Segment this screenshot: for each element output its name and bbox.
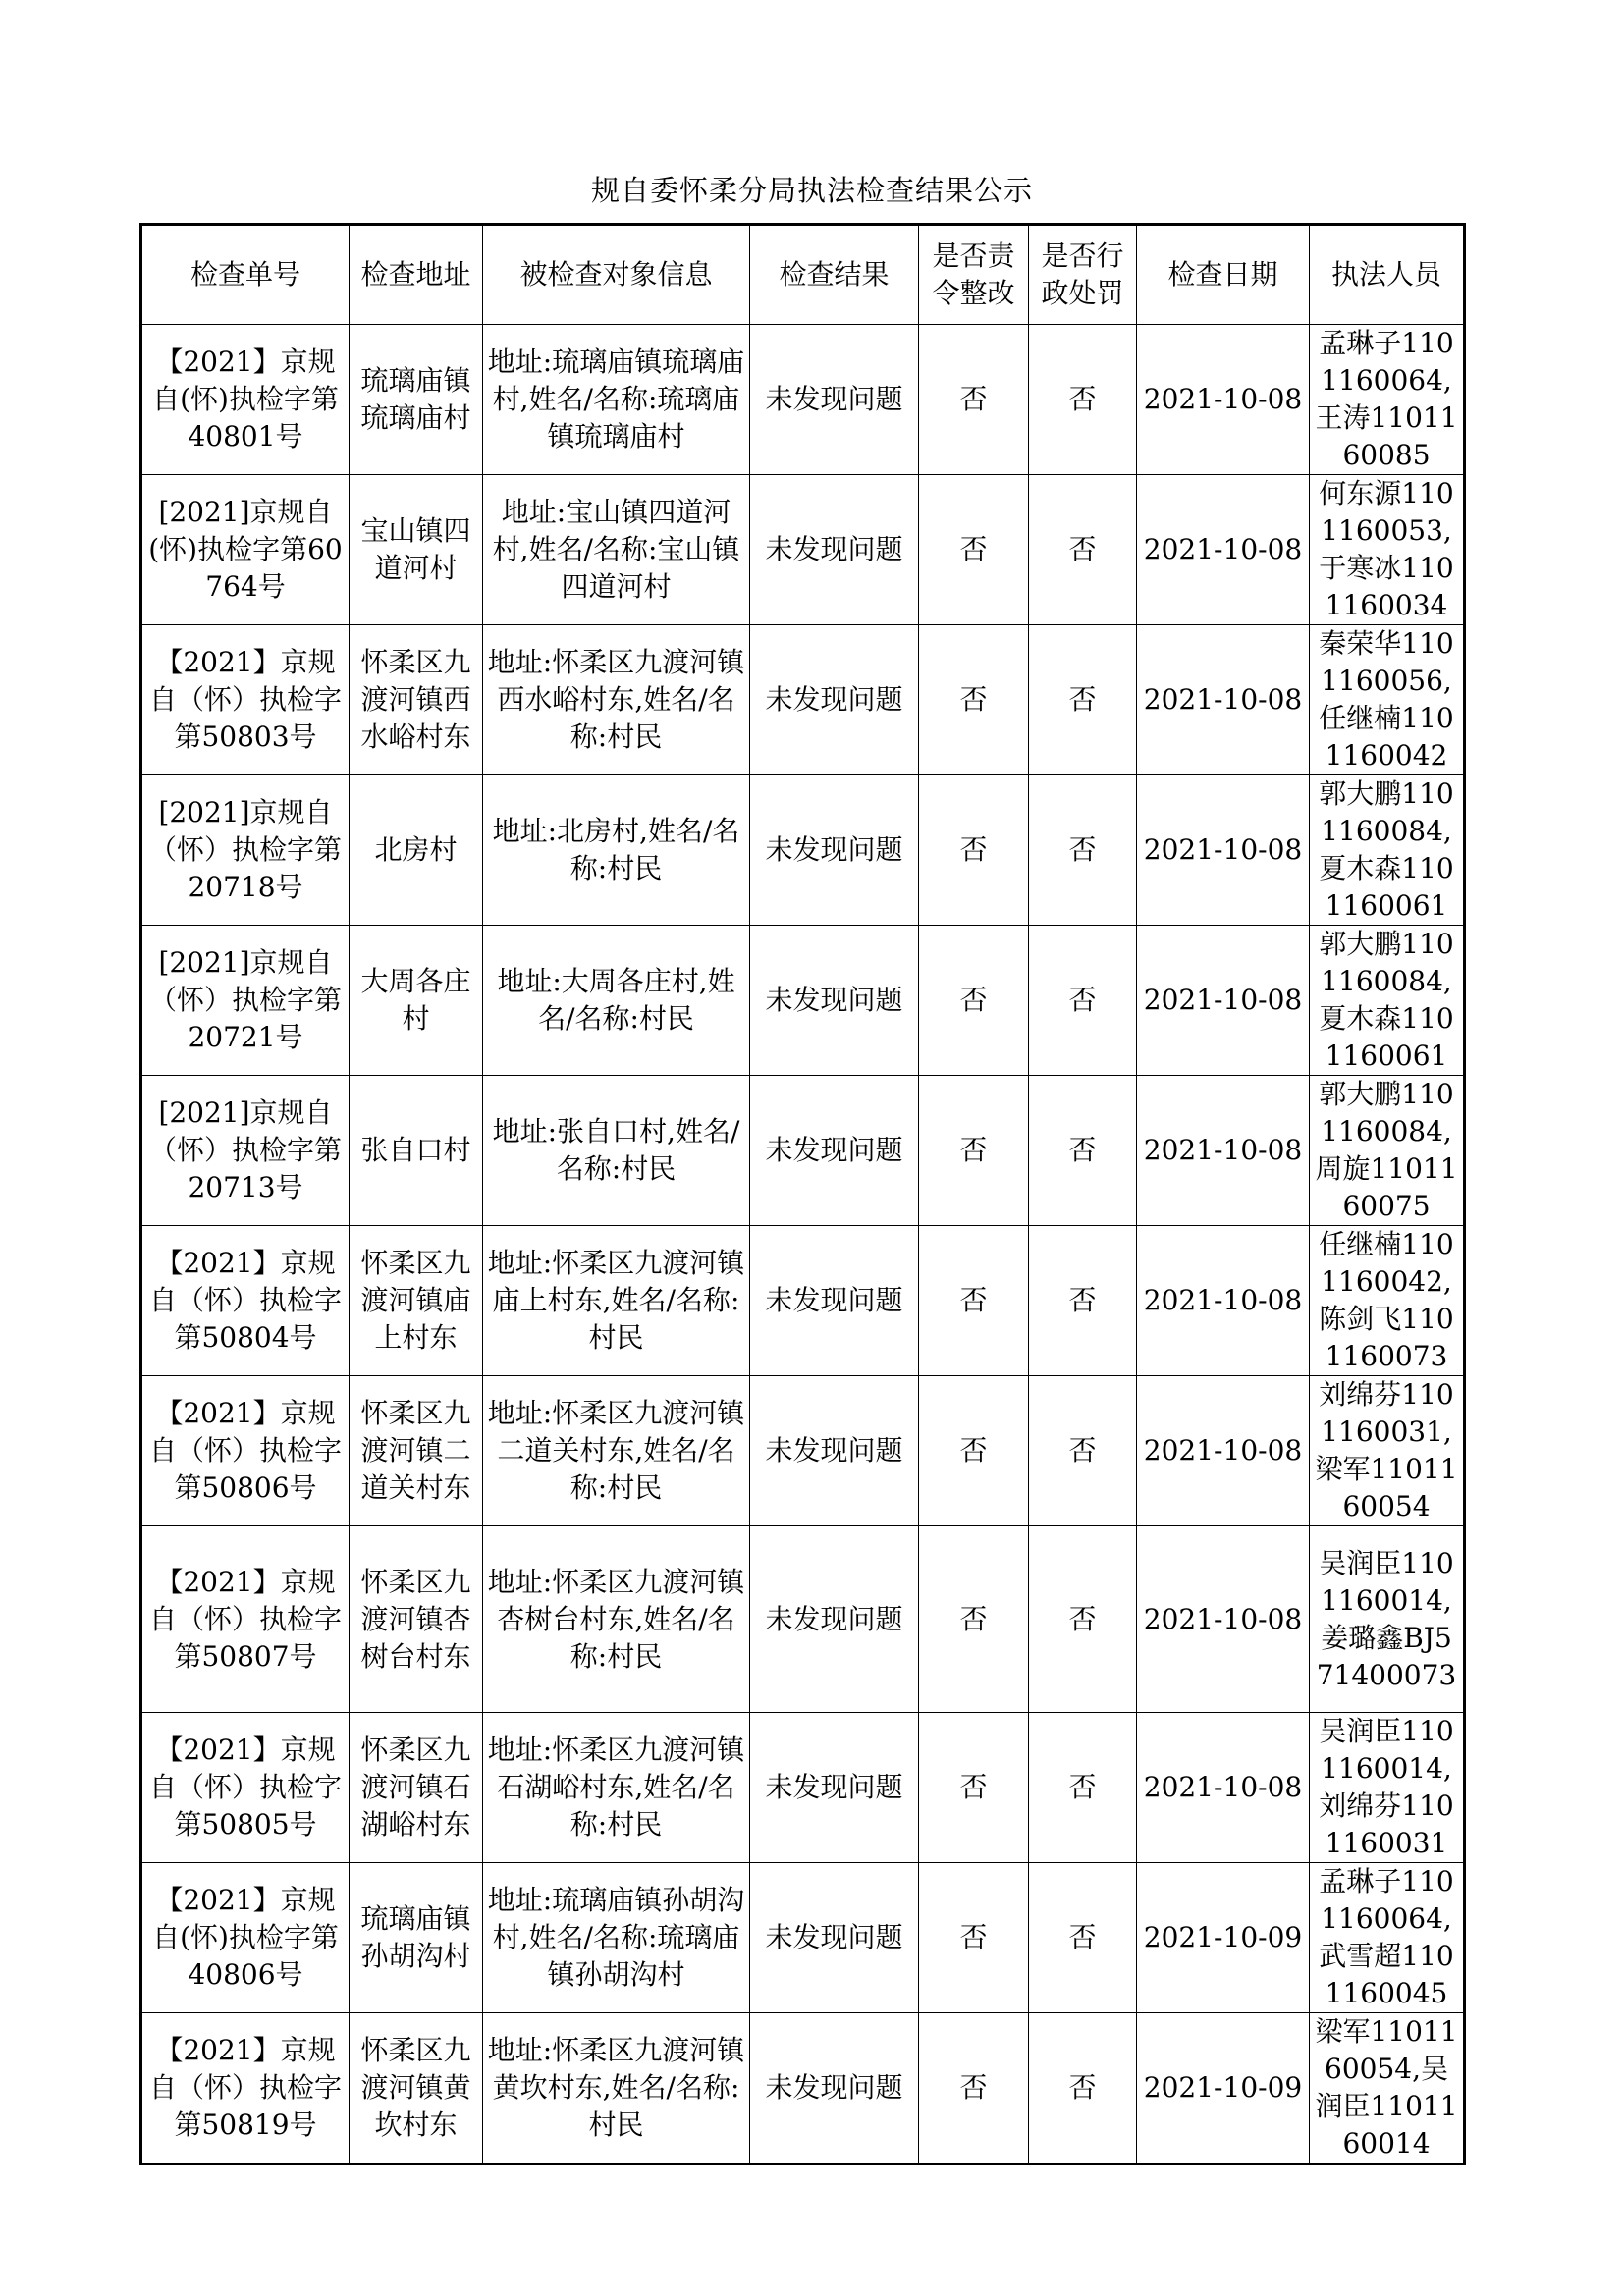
cell-officers: 吴润臣1101160014,刘绵芬1101160031 [1310, 1713, 1465, 1863]
cell-penalty: 否 [1029, 625, 1137, 775]
cell-penalty: 否 [1029, 1526, 1137, 1713]
cell-penalty: 否 [1029, 475, 1137, 625]
cell-penalty: 否 [1029, 775, 1137, 926]
cell-result: 未发现问题 [750, 475, 919, 625]
cell-penalty: 否 [1029, 1076, 1137, 1226]
cell-result: 未发现问题 [750, 2013, 919, 2164]
cell-inspection-no: 【2021】京规自（怀）执检字第50803号 [141, 625, 350, 775]
cell-address: 怀柔区九渡河镇石湖峪村东 [350, 1713, 483, 1863]
table-row [141, 1226, 1465, 1376]
cell-result: 未发现问题 [750, 1376, 919, 1526]
cell-address: 琉璃庙镇琉璃庙村 [350, 325, 483, 475]
cell-rectify: 否 [919, 1863, 1029, 2013]
cell-address: 琉璃庙镇孙胡沟村 [350, 1863, 483, 2013]
header-rectify-ordered: 是否责令整改 [919, 225, 1029, 325]
cell-date: 2021-10-08 [1137, 325, 1310, 475]
cell-target: 地址:琉璃庙镇琉璃庙村,姓名/名称:琉璃庙镇琉璃庙村 [483, 325, 750, 475]
cell-result: 未发现问题 [750, 1076, 919, 1226]
header-inspection-address: 检查地址 [350, 225, 483, 325]
cell-inspection-no: 【2021】京规自（怀）执检字第50806号 [141, 1376, 350, 1526]
cell-address: 怀柔区九渡河镇杏树台村东 [350, 1526, 483, 1713]
cell-inspection-no: 【2021】京规自（怀）执检字第50805号 [141, 1713, 350, 1863]
cell-target: 地址:怀柔区九渡河镇杏树台村东,姓名/名称:村民 [483, 1526, 750, 1713]
cell-date: 2021-10-08 [1137, 1076, 1310, 1226]
cell-officers: 郭大鹏1101160084,夏木森1101160061 [1310, 926, 1465, 1076]
cell-target: 地址:怀柔区九渡河镇二道关村东,姓名/名称:村民 [483, 1376, 750, 1526]
cell-officers: 刘绵芬1101160031,梁军1101160054 [1310, 1376, 1465, 1526]
cell-address: 张自口村 [350, 1076, 483, 1226]
table-row [141, 1526, 1465, 1713]
cell-target: 地址:北房村,姓名/名称:村民 [483, 775, 750, 926]
cell-date: 2021-10-08 [1137, 1713, 1310, 1863]
cell-address: 宝山镇四道河村 [350, 475, 483, 625]
cell-rectify: 否 [919, 926, 1029, 1076]
cell-result: 未发现问题 [750, 1863, 919, 2013]
cell-inspection-no: [2021]京规自(怀)执检字第60764号 [141, 475, 350, 625]
header-penalty: 是否行政处罚 [1029, 225, 1137, 325]
cell-result: 未发现问题 [750, 926, 919, 1076]
cell-rectify: 否 [919, 775, 1029, 926]
table-row [141, 775, 1465, 926]
cell-address: 怀柔区九渡河镇庙上村东 [350, 1226, 483, 1376]
table-row [141, 325, 1465, 475]
cell-rectify: 否 [919, 1713, 1029, 1863]
cell-rectify: 否 [919, 1076, 1029, 1226]
cell-rectify: 否 [919, 325, 1029, 475]
cell-date: 2021-10-08 [1137, 1226, 1310, 1376]
cell-officers: 孟琳子1101160064,王涛1101160085 [1310, 325, 1465, 475]
header-result: 检查结果 [750, 225, 919, 325]
table-row [141, 2013, 1465, 2164]
cell-officers: 梁军1101160054,吴润臣1101160014 [1310, 2013, 1465, 2164]
cell-target: 地址:怀柔区九渡河镇黄坎村东,姓名/名称:村民 [483, 2013, 750, 2164]
table-row [141, 1713, 1465, 1863]
cell-target: 地址:大周各庄村,姓名/名称:村民 [483, 926, 750, 1076]
cell-address: 怀柔区九渡河镇西水峪村东 [350, 625, 483, 775]
cell-rectify: 否 [919, 625, 1029, 775]
cell-target: 地址:琉璃庙镇孙胡沟村,姓名/名称:琉璃庙镇孙胡沟村 [483, 1863, 750, 2013]
table-header-row [141, 225, 1465, 325]
cell-date: 2021-10-08 [1137, 625, 1310, 775]
header-inspection-no: 检查单号 [141, 225, 350, 325]
table-row [141, 1376, 1465, 1526]
cell-inspection-no: 【2021】京规自（怀）执检字第50819号 [141, 2013, 350, 2164]
cell-penalty: 否 [1029, 1713, 1137, 1863]
cell-address: 大周各庄村 [350, 926, 483, 1076]
cell-target: 地址:怀柔区九渡河镇石湖峪村东,姓名/名称:村民 [483, 1713, 750, 1863]
cell-date: 2021-10-08 [1137, 1526, 1310, 1713]
cell-inspection-no: 【2021】京规自(怀)执检字第40801号 [141, 325, 350, 475]
cell-rectify: 否 [919, 475, 1029, 625]
cell-result: 未发现问题 [750, 1713, 919, 1863]
cell-inspection-no: 【2021】京规自（怀）执检字第50804号 [141, 1226, 350, 1376]
cell-date: 2021-10-08 [1137, 475, 1310, 625]
cell-rectify: 否 [919, 1526, 1029, 1713]
cell-penalty: 否 [1029, 1376, 1137, 1526]
header-target-info: 被检查对象信息 [483, 225, 750, 325]
cell-target: 地址:宝山镇四道河村,姓名/名称:宝山镇四道河村 [483, 475, 750, 625]
table-row [141, 926, 1465, 1076]
cell-rectify: 否 [919, 1376, 1029, 1526]
cell-penalty: 否 [1029, 1226, 1137, 1376]
cell-target: 地址:怀柔区九渡河镇庙上村东,姓名/名称:村民 [483, 1226, 750, 1376]
cell-date: 2021-10-09 [1137, 1863, 1310, 2013]
cell-officers: 任继楠1101160042,陈剑飞1101160073 [1310, 1226, 1465, 1376]
table-row [141, 1076, 1465, 1226]
table-row [141, 1863, 1465, 2013]
cell-inspection-no: 【2021】京规自(怀)执检字第40806号 [141, 1863, 350, 2013]
cell-officers: 何东源1101160053,于寒冰1101160034 [1310, 475, 1465, 625]
cell-result: 未发现问题 [750, 625, 919, 775]
cell-date: 2021-10-09 [1137, 2013, 1310, 2164]
cell-result: 未发现问题 [750, 775, 919, 926]
cell-officers: 郭大鹏1101160084,夏木森1101160061 [1310, 775, 1465, 926]
cell-inspection-no: [2021]京规自（怀）执检字第20713号 [141, 1076, 350, 1226]
cell-date: 2021-10-08 [1137, 1376, 1310, 1526]
cell-penalty: 否 [1029, 1863, 1137, 2013]
cell-inspection-no: [2021]京规自（怀）执检字第20718号 [141, 775, 350, 926]
cell-date: 2021-10-08 [1137, 926, 1310, 1076]
table-row [141, 625, 1465, 775]
cell-result: 未发现问题 [750, 325, 919, 475]
cell-inspection-no: [2021]京规自（怀）执检字第20721号 [141, 926, 350, 1076]
cell-penalty: 否 [1029, 2013, 1137, 2164]
page-title: 规自委怀柔分局执法检查结果公示 [590, 174, 1033, 207]
cell-address: 怀柔区九渡河镇二道关村东 [350, 1376, 483, 1526]
cell-officers: 孟琳子1101160064,武雪超1101160045 [1310, 1863, 1465, 2013]
cell-penalty: 否 [1029, 926, 1137, 1076]
cell-officers: 郭大鹏1101160084,周旋1101160075 [1310, 1076, 1465, 1226]
cell-rectify: 否 [919, 1226, 1029, 1376]
table-row [141, 475, 1465, 625]
cell-result: 未发现问题 [750, 1226, 919, 1376]
cell-result: 未发现问题 [750, 1526, 919, 1713]
cell-inspection-no: 【2021】京规自（怀）执检字第50807号 [141, 1526, 350, 1713]
cell-officers: 吴润臣1101160014,姜璐鑫BJ571400073 [1310, 1526, 1465, 1713]
cell-rectify: 否 [919, 2013, 1029, 2164]
cell-address: 北房村 [350, 775, 483, 926]
header-officers: 执法人员 [1310, 225, 1465, 325]
inspection-results-table [139, 223, 1466, 2165]
cell-penalty: 否 [1029, 325, 1137, 475]
header-date: 检查日期 [1137, 225, 1310, 325]
cell-target: 地址:张自口村,姓名/名称:村民 [483, 1076, 750, 1226]
cell-target: 地址:怀柔区九渡河镇西水峪村东,姓名/名称:村民 [483, 625, 750, 775]
cell-address: 怀柔区九渡河镇黄坎村东 [350, 2013, 483, 2164]
cell-date: 2021-10-08 [1137, 775, 1310, 926]
cell-officers: 秦荣华1101160056,任继楠1101160042 [1310, 625, 1465, 775]
